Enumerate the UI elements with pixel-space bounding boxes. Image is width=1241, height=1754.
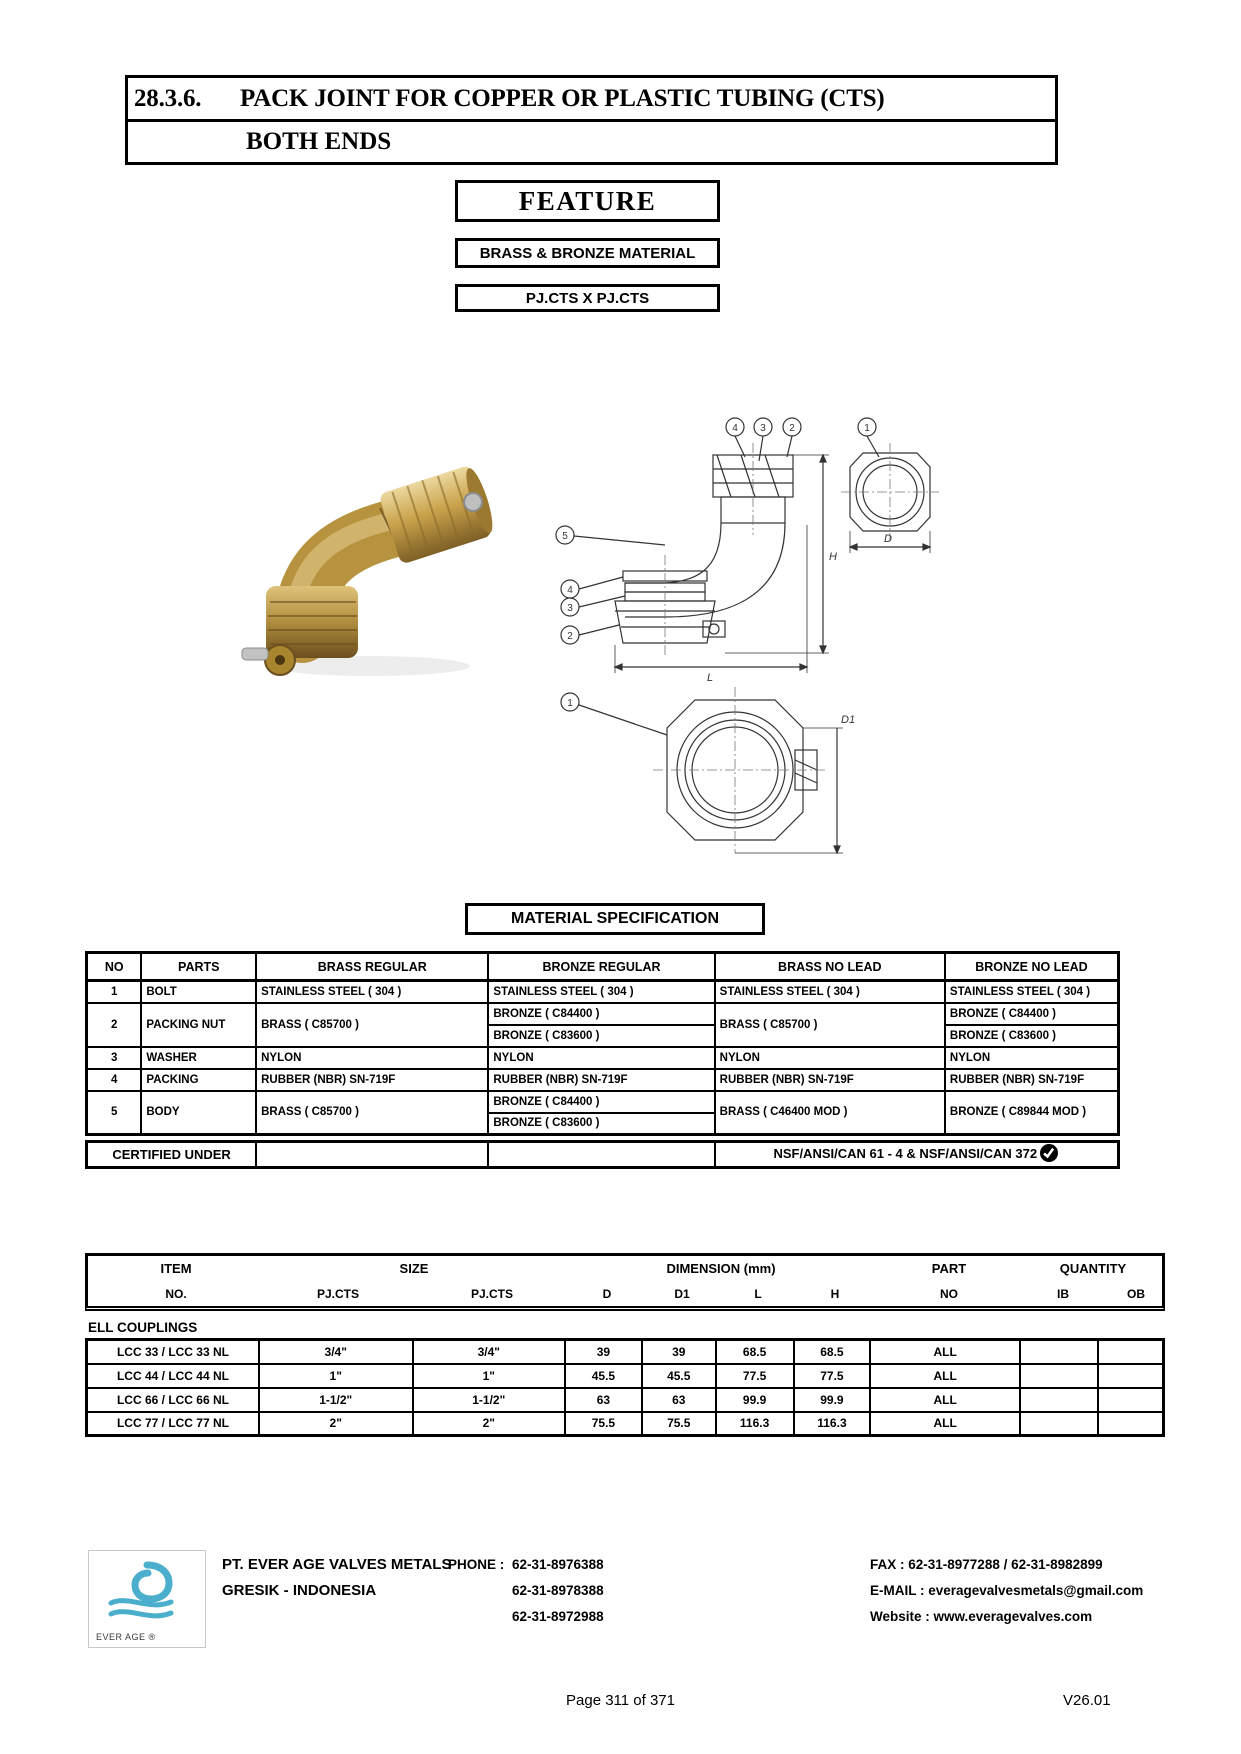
- hdr-d: D: [602, 1287, 612, 1301]
- feature-connection: PJ.CTS X PJ.CTS: [455, 284, 720, 312]
- table-cell: 116.3: [794, 1412, 871, 1436]
- cell: STAINLESS STEEL ( 304 ): [256, 981, 488, 1003]
- cell: PACKING: [141, 1069, 256, 1091]
- page-title-box: [125, 75, 1058, 165]
- table-cell: [1020, 1340, 1098, 1364]
- company-location: GRESIK - INDONESIA: [222, 1582, 377, 1599]
- callout-1-bottom: 1: [567, 698, 573, 709]
- dim-D: [850, 531, 930, 553]
- hdr-ob: OB: [1127, 1287, 1145, 1301]
- table-cell: 99.9: [794, 1388, 871, 1412]
- cell: BRASS ( C46400 MOD ): [715, 1091, 945, 1135]
- feature-header: FEATURE: [455, 180, 720, 222]
- table-row: [87, 1091, 1119, 1113]
- side-view: [615, 443, 793, 657]
- cell: NYLON: [945, 1047, 1119, 1069]
- table-cell: 1-1/2": [259, 1388, 413, 1412]
- cell: BRONZE ( C84400 ): [488, 1091, 714, 1113]
- cell: BODY: [141, 1091, 256, 1135]
- cell: NYLON: [488, 1047, 714, 1069]
- cell: BRONZE ( C89844 MOD ): [945, 1091, 1119, 1135]
- hdr-pjcts-1: PJ.CTS: [316, 1287, 360, 1301]
- empty-cell: [256, 1142, 488, 1168]
- cell: PACKING NUT: [141, 1003, 256, 1047]
- col-bronze-no-lead: BRONZE NO LEAD: [945, 953, 1119, 981]
- hdr-pjcts-2: PJ.CTS: [470, 1287, 514, 1301]
- hdr-quantity: QUANTITY: [1059, 1261, 1127, 1276]
- table-cell: 63: [642, 1388, 716, 1412]
- table-cell: 63: [565, 1388, 642, 1412]
- hdr-dimension: DIMENSION (mm): [666, 1261, 776, 1276]
- technical-drawing: [545, 405, 965, 905]
- table-row: [87, 1003, 1119, 1025]
- table-cell: LCC 77 / LCC 77 NL: [87, 1412, 259, 1436]
- cell: BOLT: [141, 981, 256, 1003]
- page-title-line2: BOTH ENDS: [246, 128, 392, 155]
- ell-couplings-table: [85, 1338, 1165, 1437]
- dimension-table-header: [85, 1253, 1165, 1311]
- table-row: [87, 1142, 1119, 1168]
- top-nut: [379, 463, 499, 565]
- table-cell: 1": [413, 1364, 566, 1388]
- title-row-1: [128, 78, 1055, 122]
- cell: 5: [87, 1091, 142, 1135]
- cell: BRASS ( C85700 ): [256, 1091, 488, 1135]
- table-cell: LCC 66 / LCC 66 NL: [87, 1388, 259, 1412]
- top-bolt: [464, 493, 482, 511]
- cell: BRASS ( C85700 ): [715, 1003, 945, 1047]
- hdr-item: ITEM: [160, 1261, 192, 1276]
- table-row: [87, 1340, 1164, 1364]
- callout-5-left: 5: [562, 531, 568, 542]
- phone-number-3: 62-31-8972988: [512, 1609, 604, 1624]
- table-cell: ALL: [870, 1412, 1020, 1436]
- certified-label: CERTIFIED UNDER: [87, 1142, 257, 1168]
- dim-L: [615, 525, 807, 684]
- cell: NYLON: [256, 1047, 488, 1069]
- hdr-d1: D1: [674, 1287, 690, 1301]
- certification-check-icon: [1039, 1143, 1059, 1166]
- table-cell: 116.3: [716, 1412, 794, 1436]
- feature-material: BRASS & BRONZE MATERIAL: [455, 238, 720, 268]
- material-spec-table: [85, 951, 1120, 1136]
- table-cell: 3/4": [413, 1340, 566, 1364]
- callout-1-top: 1: [864, 423, 870, 434]
- table-cell: ALL: [870, 1388, 1020, 1412]
- callout-2-top: 2: [789, 423, 795, 434]
- cell: BRONZE ( C83600 ): [945, 1025, 1119, 1047]
- table-row: [87, 981, 1119, 1003]
- table-cell: 3/4": [259, 1340, 413, 1364]
- table-row: [87, 1047, 1119, 1069]
- hdr-ib: IB: [1057, 1287, 1069, 1301]
- callout-4-left: 4: [567, 585, 573, 596]
- material-spec-header: MATERIAL SPECIFICATION: [465, 903, 765, 935]
- cell: BRASS ( C85700 ): [256, 1003, 488, 1047]
- cell: WASHER: [141, 1047, 256, 1069]
- callout-3-left: 3: [567, 603, 573, 614]
- col-bronze-regular: BRONZE REGULAR: [488, 953, 714, 981]
- bottom-view: [653, 687, 827, 853]
- fax-line: FAX : 62-31-8977288 / 62-31-8982899: [870, 1557, 1103, 1572]
- table-cell: 68.5: [794, 1340, 871, 1364]
- cell: RUBBER (NBR) SN-719F: [945, 1069, 1119, 1091]
- website-line: Website : www.everagevalves.com: [870, 1609, 1093, 1624]
- cell: BRONZE ( C83600 ): [488, 1025, 714, 1047]
- phone-label: PHONE :: [448, 1557, 505, 1572]
- table-cell: [1098, 1340, 1164, 1364]
- table-cell: 39: [642, 1340, 716, 1364]
- product-photo: [230, 438, 502, 680]
- table-cell: 39: [565, 1340, 642, 1364]
- table-row: [87, 1069, 1119, 1091]
- certified-table: [85, 1140, 1120, 1169]
- cell: BRONZE ( C83600 ): [488, 1113, 714, 1135]
- group-label-ell-couplings: ELL COUPLINGS: [88, 1320, 198, 1335]
- table-cell: ALL: [870, 1340, 1020, 1364]
- table-cell: LCC 44 / LCC 44 NL: [87, 1364, 259, 1388]
- table-cell: 2": [413, 1412, 566, 1436]
- company-logo: [88, 1550, 206, 1648]
- hdr-no: NO.: [165, 1287, 187, 1301]
- col-parts: PARTS: [141, 953, 256, 981]
- cell: STAINLESS STEEL ( 304 ): [488, 981, 714, 1003]
- cell: 3: [87, 1047, 142, 1069]
- table-cell: 2": [259, 1412, 413, 1436]
- certified-value-cell: [715, 1142, 1119, 1168]
- table-cell: 68.5: [716, 1340, 794, 1364]
- table-cell: 75.5: [642, 1412, 716, 1436]
- cell: RUBBER (NBR) SN-719F: [715, 1069, 945, 1091]
- hdr-part-no: NO: [940, 1287, 958, 1301]
- hdr-part: PART: [931, 1261, 967, 1276]
- table-cell: LCC 33 / LCC 33 NL: [87, 1340, 259, 1364]
- callout-4-top: 4: [732, 423, 738, 434]
- end-view-top: [841, 443, 939, 541]
- hdr-l: L: [754, 1287, 762, 1301]
- table-cell: [1020, 1412, 1098, 1436]
- callout-3-top: 3: [760, 423, 766, 434]
- callout-balloons: [556, 418, 879, 735]
- table-row: [87, 1388, 1164, 1412]
- page-number: Page 311 of 371: [566, 1692, 675, 1709]
- section-number: 28.3.6.: [134, 84, 202, 112]
- table-cell: [1020, 1388, 1098, 1412]
- col-no: NO: [87, 953, 142, 981]
- table-cell: [1020, 1364, 1098, 1388]
- company-name: PT. EVER AGE VALVES METALS: [222, 1556, 452, 1573]
- table-cell: 45.5: [565, 1364, 642, 1388]
- cell: STAINLESS STEEL ( 304 ): [715, 981, 945, 1003]
- hdr-h: H: [830, 1287, 840, 1301]
- cell: BRONZE ( C84400 ): [945, 1003, 1119, 1025]
- table-cell: 99.9: [716, 1388, 794, 1412]
- table-cell: 1-1/2": [413, 1388, 566, 1412]
- hdr-size: SIZE: [399, 1261, 429, 1276]
- title-row-2: [128, 122, 1055, 162]
- table-cell: 75.5: [565, 1412, 642, 1436]
- svg-text:L: L: [707, 672, 714, 684]
- callout-2-left: 2: [567, 631, 573, 642]
- cell: RUBBER (NBR) SN-719F: [256, 1069, 488, 1091]
- empty-cell: [488, 1142, 714, 1168]
- cell: BRONZE ( C84400 ): [488, 1003, 714, 1025]
- table-cell: [1098, 1412, 1164, 1436]
- page-title: PACK JOINT FOR COPPER OR PLASTIC TUBING (CTS): [240, 84, 885, 112]
- table-cell: 1": [259, 1364, 413, 1388]
- certified-value: NSF/ANSI/CAN 61 - 4 & NSF/ANSI/CAN 372: [773, 1145, 1038, 1161]
- table-cell: [1098, 1388, 1164, 1412]
- email-line: E-MAIL : everagevalvesmetals@gmail.com: [870, 1583, 1144, 1598]
- table-header-row: [87, 953, 1119, 981]
- table-cell: 77.5: [716, 1364, 794, 1388]
- logo-text: EVER AGE ®: [96, 1632, 156, 1642]
- logo-swoosh-icon: [89, 1557, 205, 1627]
- svg-text:H: H: [829, 551, 837, 563]
- col-brass-no-lead: BRASS NO LEAD: [715, 953, 945, 981]
- cell: STAINLESS STEEL ( 304 ): [945, 981, 1119, 1003]
- table-cell: ALL: [870, 1364, 1020, 1388]
- cell: 4: [87, 1069, 142, 1091]
- cell: RUBBER (NBR) SN-719F: [488, 1069, 714, 1091]
- cell: 1: [87, 981, 142, 1003]
- svg-text:D1: D1: [841, 714, 856, 726]
- table-row: [87, 1364, 1164, 1388]
- catalog-version: V26.01: [1063, 1692, 1111, 1709]
- cell: 2: [87, 1003, 142, 1047]
- table-row: [87, 1412, 1164, 1436]
- col-brass-regular: BRASS REGULAR: [256, 953, 488, 981]
- cell: NYLON: [715, 1047, 945, 1069]
- phone-number-2: 62-31-8978388: [512, 1583, 604, 1598]
- svg-text:D: D: [884, 533, 892, 545]
- table-cell: 77.5: [794, 1364, 871, 1388]
- phone-number-1: 62-31-8976388: [512, 1557, 604, 1572]
- table-cell: [1098, 1364, 1164, 1388]
- table-cell: 45.5: [642, 1364, 716, 1388]
